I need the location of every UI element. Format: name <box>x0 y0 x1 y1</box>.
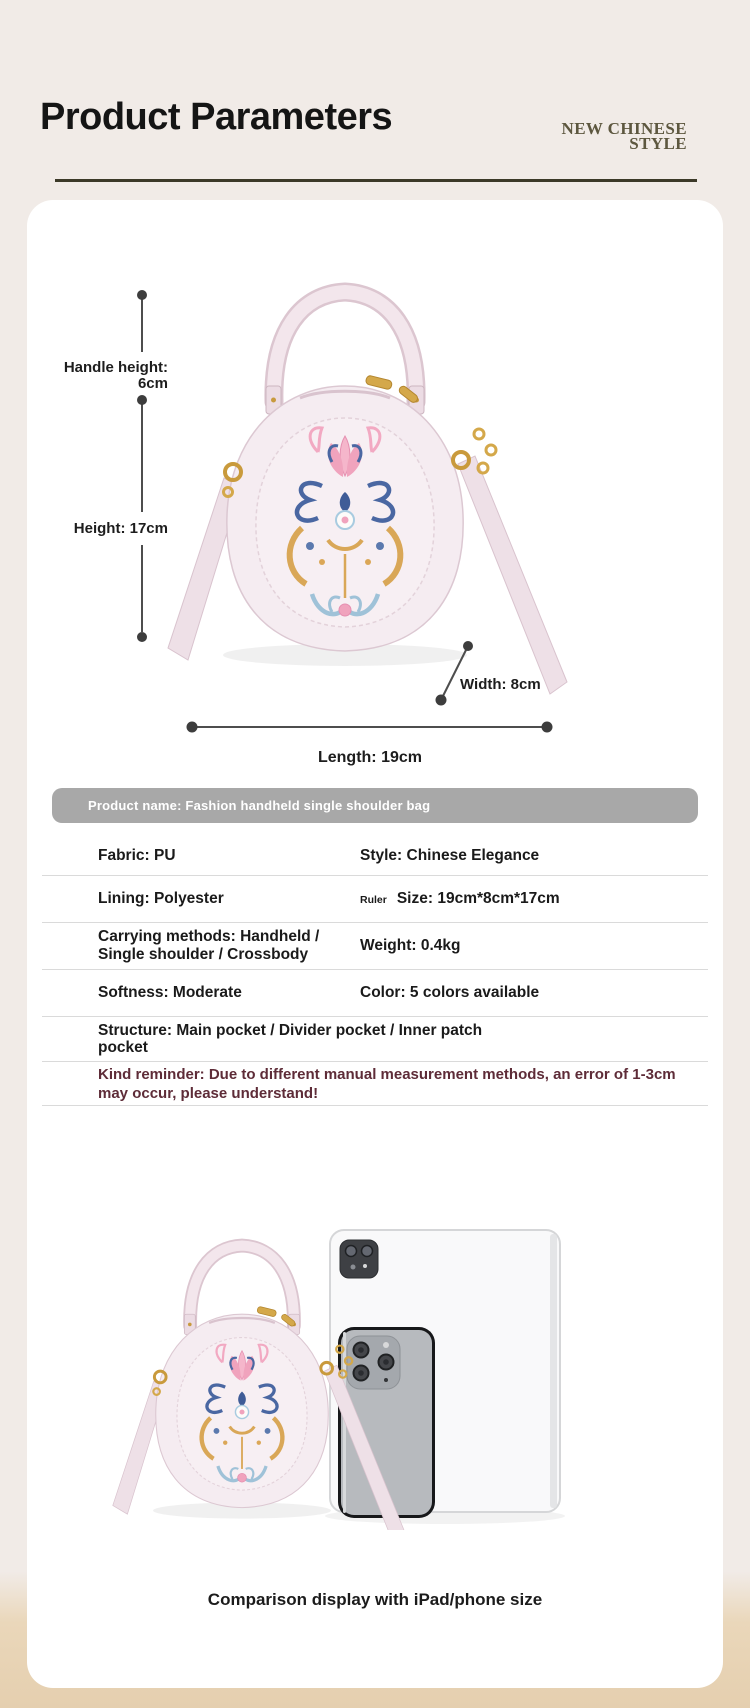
ipad-camera-module <box>340 1240 378 1278</box>
product-name-text: Product name: Fashion handheld single shoulder bag <box>88 798 431 813</box>
weight-value: Weight: 0.4kg <box>360 937 461 954</box>
phone-camera-module <box>347 1336 400 1389</box>
parameters-table <box>42 836 708 1106</box>
size-text: Size: 19cm*8cm*17cm <box>396 890 560 907</box>
lining-value: Lining: Polyester <box>98 890 224 907</box>
reminder-row <box>42 1062 708 1106</box>
fabric-value: Fabric: PU <box>98 846 176 864</box>
table-row <box>42 836 708 876</box>
carrying-methods-value: Carrying methods: Handheld / Single shoulder / Crossbody <box>98 928 320 963</box>
product-parameters-card <box>27 200 723 1688</box>
ruler-tag: Ruler <box>360 894 387 906</box>
color-value: Color: 5 colors available <box>360 984 540 1001</box>
structure-value: Structure: Main pocket / Divider pocket / Inner patch pocket <box>98 1022 483 1056</box>
page-title: Product Parameters <box>40 96 393 138</box>
length-label: Length: 19cm <box>317 749 422 766</box>
table-row <box>42 1017 708 1062</box>
bag-illustration <box>168 292 567 694</box>
table-row <box>42 876 708 923</box>
kind-reminder-text: Kind reminder: Due to different manual measurement methods, an error of 1-3cm may occur, please understand! <box>98 1065 676 1102</box>
brand-tagline <box>562 121 687 151</box>
table-row <box>42 923 708 970</box>
header-divider <box>55 179 697 182</box>
size-comparison-photo <box>27 1210 723 1530</box>
comparison-caption: Comparison display with iPad/phone size <box>207 1590 543 1609</box>
softness-value: Softness: Moderate <box>98 984 242 1001</box>
size-value <box>360 890 560 908</box>
handle-height-label: Handle height: 6cm <box>63 359 168 392</box>
style-value: Style: Chinese Elegance <box>360 846 540 864</box>
product-name-banner <box>52 788 698 823</box>
tagline-line-1: NEW CHINESE <box>561 119 687 138</box>
height-label: Height: 17cm <box>73 520 168 537</box>
width-label: Width: 8cm <box>460 676 541 693</box>
tagline-line-2: STYLE <box>629 134 687 153</box>
table-row <box>42 970 708 1017</box>
